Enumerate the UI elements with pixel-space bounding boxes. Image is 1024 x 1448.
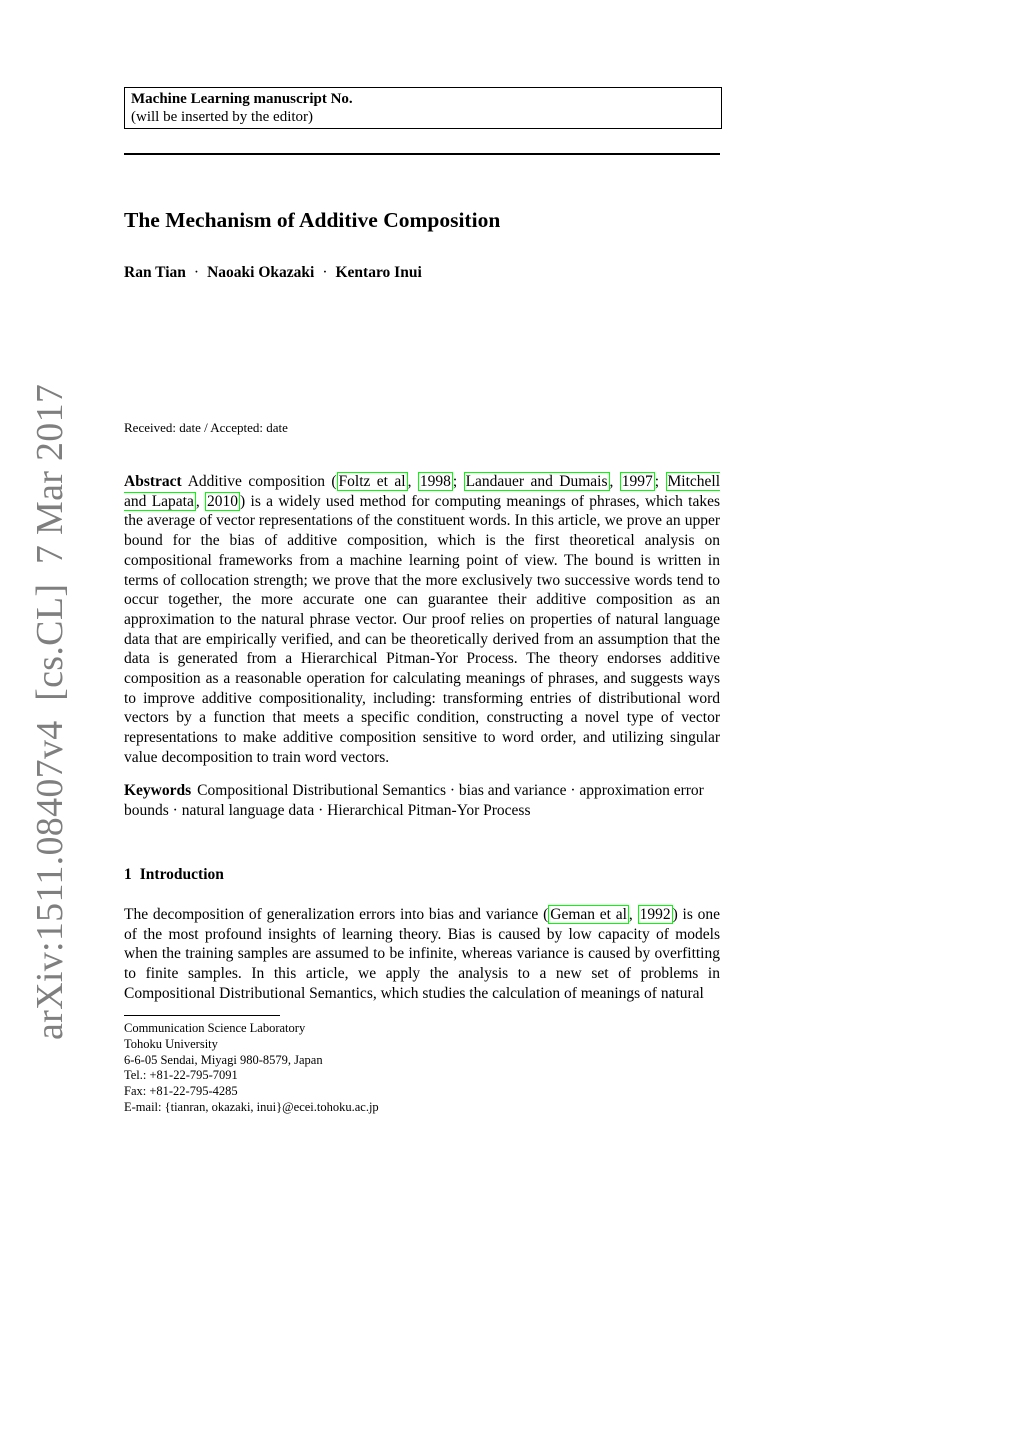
citation-link[interactable]: 1992 <box>639 906 671 923</box>
affiliation-tel: Tel.: +81-22-795-7091 <box>124 1068 238 1083</box>
affiliation-footnote <box>124 1021 379 1116</box>
affiliation-fax: Fax: +81-22-795-4285 <box>124 1084 238 1099</box>
abstract: Abstract Additive composition ( Foltz et al , 1998 ; Landauer and Dumais , 1997 ; Mitchell and Lapata , 2010 ) is a widely used method for computing meanings of phrases, which takes the average of vector representations of the constituent words. In this article, we prove an upper bound for the bias of additive composition, which is the first theoretical analysis on compositional frameworks from a machine learning point of view. The bound is written in terms of collocation strength; we prove that the more exclusively two successive words tend to occur together, the more accurate one can guarantee their additive composition as an approximation to the natural phrase vector. Our proof relies on properties of natural language data that are empirically verified, and can be theoretically derived from an assumption that the data is generated from a Hierarchical Pitman-Yor Process. The theory endorses additive composition as a reasonable operation for calculating meanings of phrases, and suggests ways to improve additive compositionality, including: transforming entries of distributional word vectors by a function that meets a specific condition, constructing a novel type of vector representations to make additive composition sensitive to word order, and utilizing singular value decomposition to train word vectors. <box>124 473 721 766</box>
citation-link[interactable]: 2010 <box>207 492 239 510</box>
arxiv-identifier: arXiv:1511.08407v4 [cs.CL] 7 Mar 2017 <box>29 383 71 1040</box>
section-title: Introduction <box>139 866 224 883</box>
introduction-paragraph: The decomposition of generalization errors into bias and variance ( Geman et al , 1992 ) is one of the most profound insights of learning theory. Bias is caused by low capacity of models when the training samples are assumed to be infinite, whereas variance is caused by overfitting to finite samples. In this article, we apply the analysis to a new set of problems in Compositional Distributional Semantics, which studies the calculation of meanings of natural <box>124 906 720 1002</box>
citation-link[interactable]: Landauer and Dumais <box>465 473 608 490</box>
author-list <box>124 264 422 282</box>
keywords <box>124 781 720 820</box>
affiliation-address: 6-6-05 Sendai, Miyagi 980-8579, Japan <box>124 1052 323 1067</box>
footnote-rule <box>124 1015 280 1016</box>
author-name: Ran Tian <box>124 264 186 281</box>
citation-link[interactable]: Geman et al <box>550 906 627 923</box>
affiliation-university: Tohoku University <box>124 1036 218 1051</box>
author-separator: · <box>322 264 328 281</box>
paper-title: The Mechanism of Additive Composition <box>124 208 501 232</box>
citation-link[interactable]: 1998 <box>419 473 451 490</box>
keywords-label: Keywords <box>124 782 192 799</box>
author-name: Kentaro Inui <box>335 264 422 281</box>
section-number: 1 <box>124 866 132 883</box>
abstract-intro: Additive composition ( <box>187 473 337 490</box>
intro-text: The decomposition of generalization errors into bias and variance ( <box>124 906 549 923</box>
affiliation-lab: Communication Science Laboratory <box>124 1021 306 1035</box>
intro-text: ) is one of the most profound insights of learning theory. Bias is caused by low capacity of models when the training samples are assumed to be infinite, whereas variance is caused by overfitting to finite samples. In this article, we apply the analysis to a new set of problems in Compositional Distributional Semantics, which studies the calculation of meanings of natural <box>124 906 720 1002</box>
citation-link[interactable]: Foltz et al <box>338 473 406 490</box>
received-accepted-dates: Received: date / Accepted: date <box>124 420 288 435</box>
citation-link[interactable]: Mitchell and Lapata <box>124 473 721 510</box>
journal-name: Machine Learning manuscript No. <box>131 91 353 107</box>
journal-header-box <box>124 87 722 129</box>
abstract-label: Abstract <box>124 473 182 490</box>
abstract-body: ) is a widely used method for computing meanings of phrases, which takes the average of vector representations of the constituent words. In this article, we prove an upper bound for the bias of additive composition, which is the first theoretical analysis on compositional frameworks from a machine learning point of view. The bound is written in terms of collocation strength; we prove that the more exclusively two successive words tend to occur together, the more accurate one can guarantee their additive composition as an approximation to the natural phrase vector. Our proof relies on properties of natural language data that are empirically verified, and can be theoretically derived from an assumption that the data is generated from a Hierarchical Pitman-Yor Process. The theory endorses additive composition as a reasonable operation for calculating meanings of phrases, and suggests ways to improve additive compositionality, including: transforming entries of distributional word vectors by a function that meets a specific condition, constructing a novel type of vector representations to make additive composition sensitive to word order, and utilizing singular value decomposition to train word vectors. <box>124 492 721 766</box>
editor-note: (will be inserted by the editor) <box>131 109 314 125</box>
author-separator: · <box>193 264 200 281</box>
keywords-text: Compositional Distributional Semantics · bias and variance · approximation error bounds · natural language data · Hierarchical Pitman-Yor Process <box>124 782 704 819</box>
header-rule <box>124 153 720 155</box>
author-name: Naoaki Okazaki <box>207 264 315 281</box>
citation-link[interactable]: 1997 <box>621 473 653 490</box>
section-heading <box>124 866 224 884</box>
affiliation-email: E-mail: {tianran, okazaki, inui}@ecei.tohoku.ac.jp <box>124 1099 379 1114</box>
